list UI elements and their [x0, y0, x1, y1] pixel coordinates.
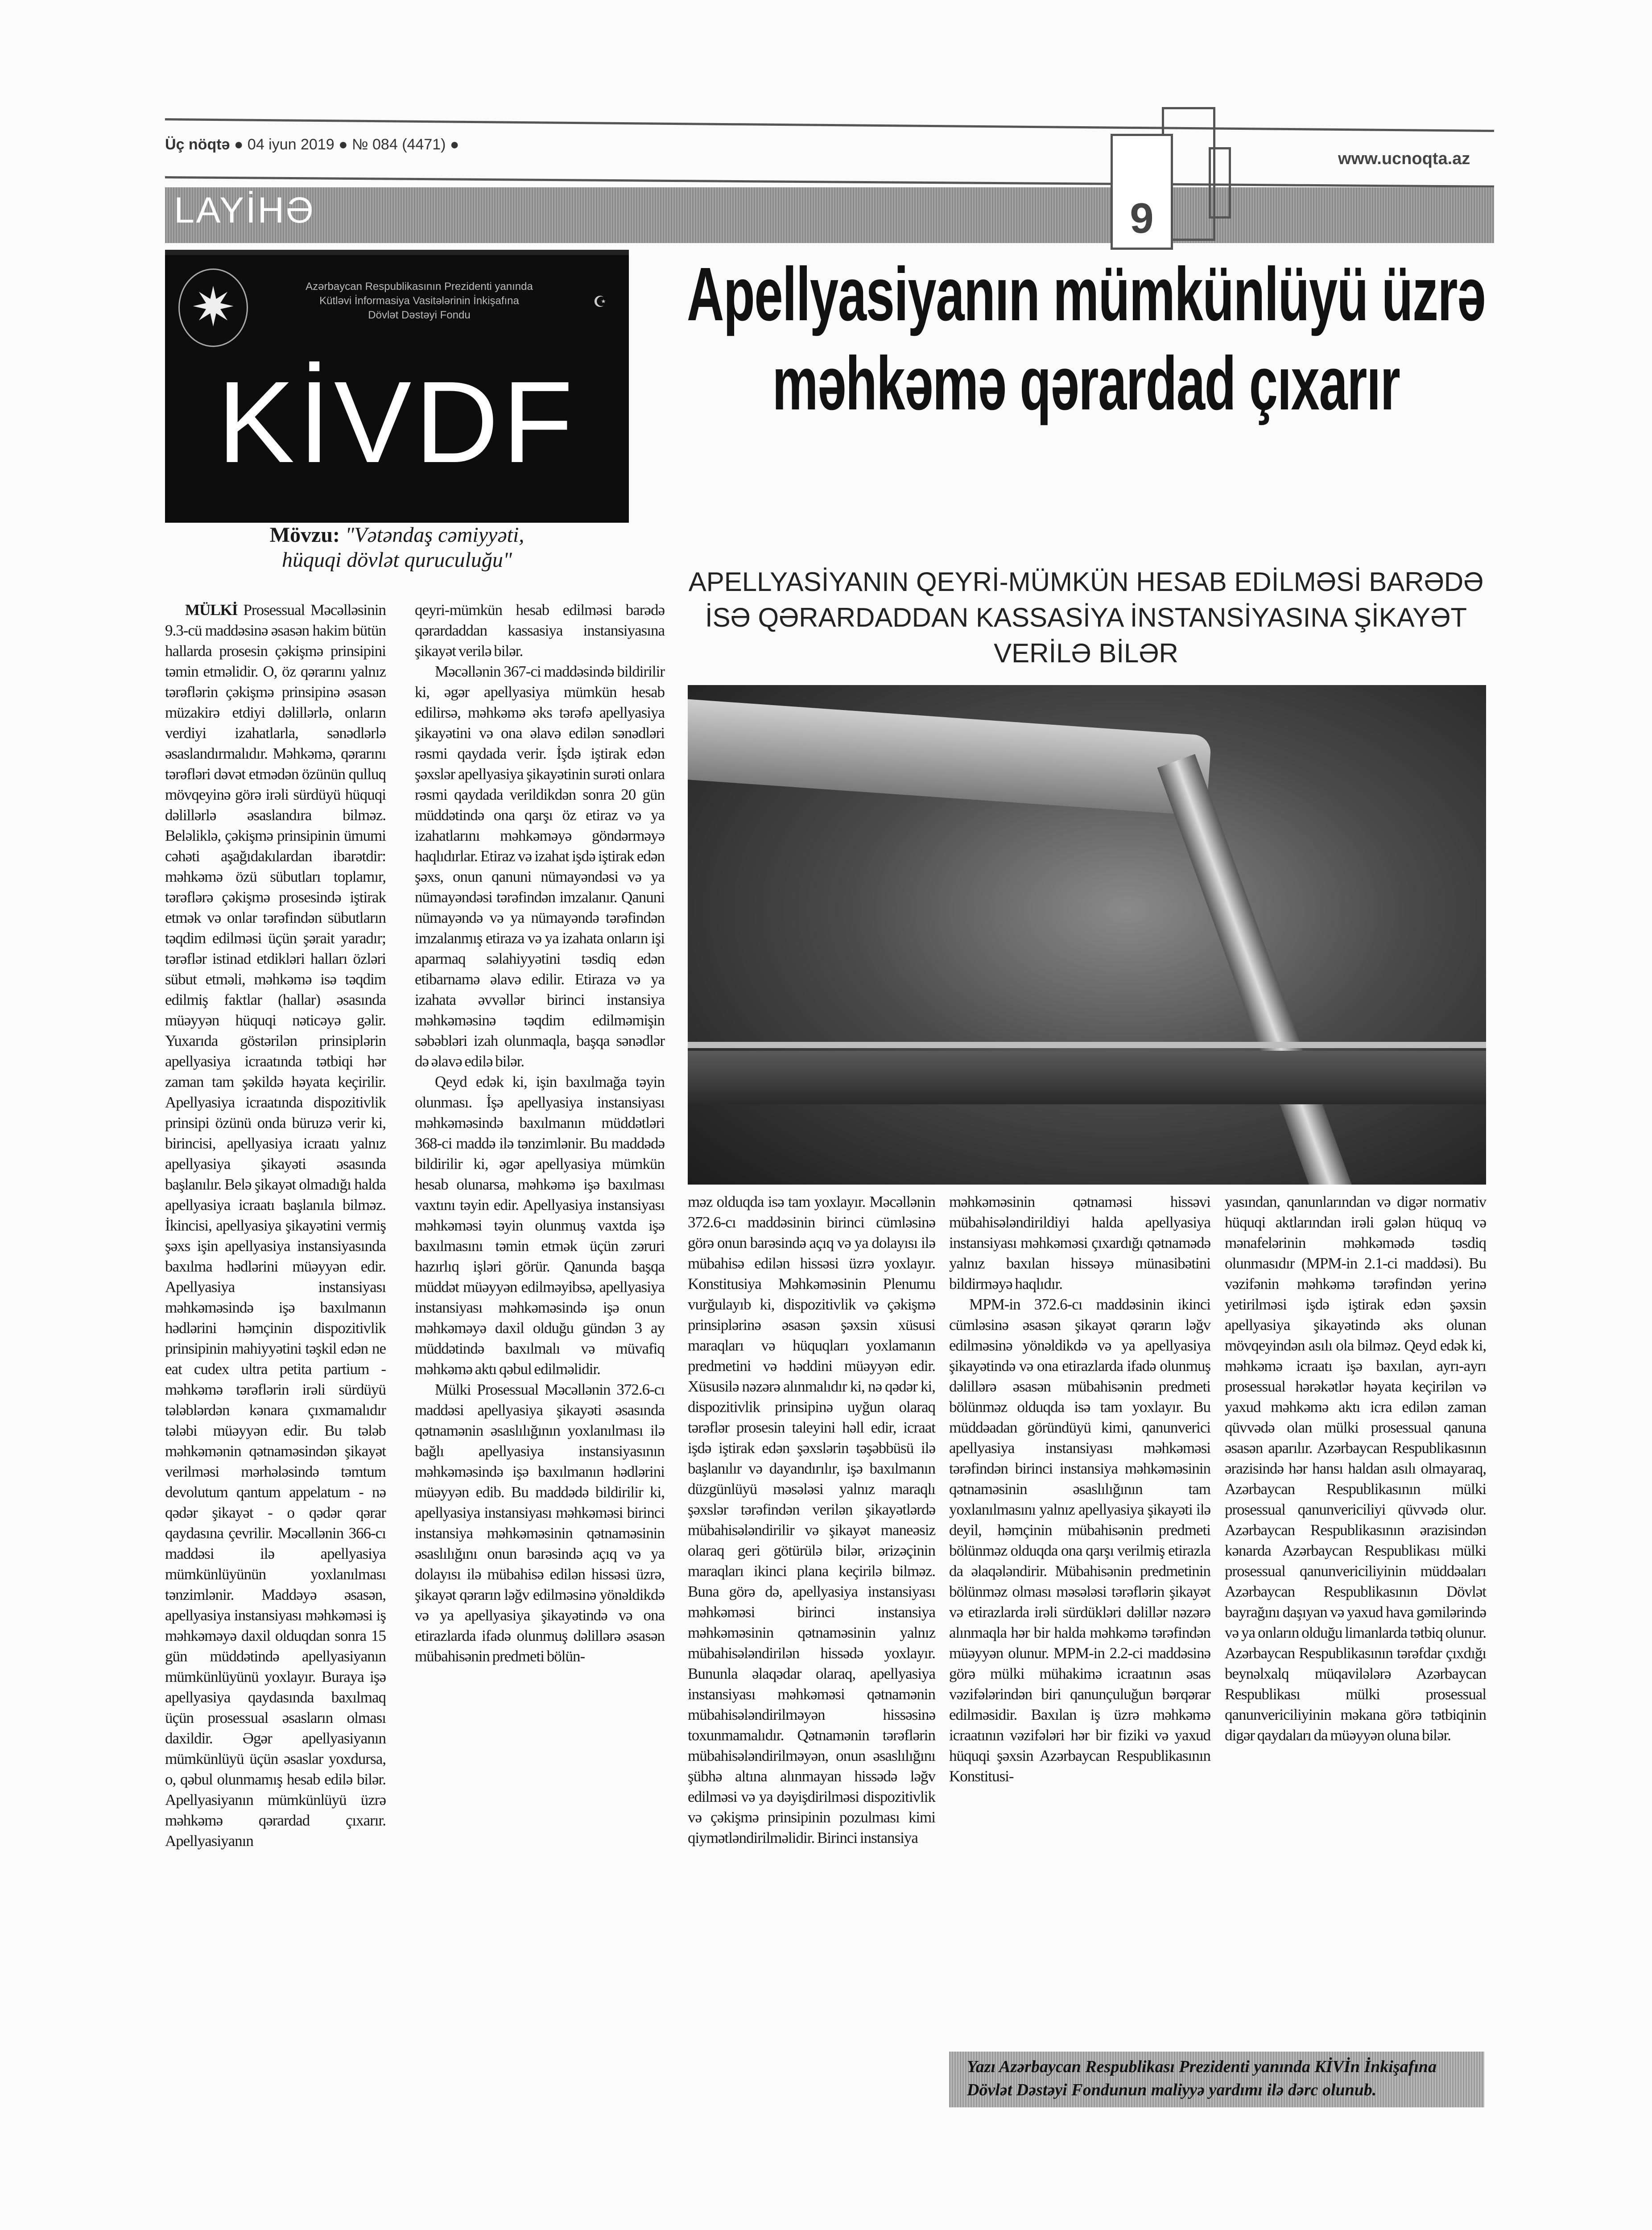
decorative-square [1209, 147, 1231, 219]
gavel-handle-icon [1157, 754, 1393, 1185]
gavel-photo [688, 685, 1486, 1185]
sponsor-logo-text: KİVDF [217, 358, 577, 487]
paragraph: məhkəməsinin qətnaməsi hissəvi mübahisələndirildiyi halda apellyasiya instansiyası məhkəməsi çıxardığı qətnamədə yalnız baxılan hissəyə münasibətini bildirməyə haqlıdır. [949, 1193, 1210, 1293]
article-column-1 [165, 600, 386, 1851]
bullet-icon: ● [339, 136, 348, 153]
paragraph: qeyri-mümkün hesab edilməsi barədə qərardaddan kassasiya instansiyasına şikayət verilə bilər. [415, 601, 665, 660]
website-link[interactable]: www.ucnoqta.az [1338, 149, 1470, 168]
funding-note: Yazı Azərbaycan Respublikası Prezidenti yanında KİVİn İnkişafına Dövlət Dəstəyi Fondunun maliyyə yardımı ilə dərc olunub. [967, 2057, 1437, 2099]
funding-note-box [949, 2052, 1484, 2107]
topic-line-2: hüquqi dövlət quruculuğu" [281, 548, 512, 572]
sound-block-icon [688, 1051, 1486, 1104]
header-top-rule [165, 118, 1494, 132]
paragraph: məz olduqda isə tam yoxlayır. Məcəllənin 372.6-cı maddəsinin birinci cümləsinə görə onun barəsində açıq və ya dolayısı ilə mübahisə edilən hissəsi üzrə yoxlayır. Konstitusiya Məhkəməsinin Plenumu vurğulayıb ki, dispozitivlik və çəkişmə prinsiplərinə əsasən şəxsin xüsusi maraqları və hüquqları yoxlamanın predmetini və həddini müəyyən edir. Xüsusilə nəzərə alınmalıdır ki, nə qədər ki, dispozitivlik prinsipinə uyğun olaraq tərəflər prosesin taleyini həll edir, icraat işdə iştirak edən şəxslərin təşəbbüsü ilə başlanılır və dayandırılır, işə baxılmanın düzgünlüyü məsələsi yalnız maraqlı şəxslər tərəfindən verilən şikayətlərdə mübahisələndirilir və şikayət maneəsiz olaraq geri götürülə bilər, ərizəçinin maraqları ikinci plana keçirilə bilməz. Buna görə də, apellyasiya instansiyası məhkəməsi birinci instansiya məhkəməsinin qətnaməsinin yalnız mübahisələndirilən hissədə yoxlayır. Bununla əlaqədar olaraq, apellyasiya instansiyası məhkəməsi qətnamənin mübahisələndirilməyən hissəsinə toxunmamalıdır. Qətnamənin tərəflərin mübahisələndirilməyən, onun əsaslılığını şübhə altına alınmayan hissədə ləğv edilməsi və ya dəyişdirilməsi dispozitivlik və çəkişmə prinsipinin pozulması kimi qiymətləndirilməlidir. Birinci instansiya [688, 1193, 935, 1846]
page-number: 9 [1130, 194, 1154, 242]
article-column-3 [688, 1192, 935, 1848]
issue-date: 04 iyun 2019 [247, 136, 335, 153]
bullet-icon: ● [450, 136, 459, 153]
sponsor-logo-block [165, 250, 629, 523]
paragraph: yasından, qanunlarından və digər normativ hüquqi aktlarından irəli gələn hüquq və mənafelərinin məhkəmədə təsdiq olunmasıdır (MPM-in 2.1-ci maddəsi). Bu vəzifənin məhkəmə tərəfindən yerinə yetirilməsi işdə iştirak edən şəxsin apellyasiya şikayətində əks olunan mövqeyindən asılı ola bilməz. Qeyd edək ki, məhkəmə icraatı işə baxılan, ayrı-ayrı prosessual hərəkətlər həyata keçirilən və yaxud məhkəmə aktı icra edilən zaman qüvvədə olan mülki prosessual qanuna əsasən aparılır. Azərbaycan Respublikasının ərazisində hər hansı haldan asılı olmayaraq, Azərbaycan Respublikasının mülki prosessual qanunvericiliyi qüvvədə olur. Azərbaycan Respublikasının ərazisindən kənarda Azərbaycan Respublikası mülki prosessual qanunvericiliyinin müddəaları Azərbaycan Respublikasının Dövlət bayrağını daşıyan və yaxud hava gəmilərində və ya onların olduğu limanlarda tətbiq olunur. Azərbaycan Respublikasının tərəfdar çıxdığı beynəlxalq müqavilələrə Azərbaycan Respublikası mülki prosessual qanunvericiliyinin məkana görə tətbiqinin digər qaydaları da müəyyən oluna bilər. [1225, 1193, 1486, 1744]
article-column-5 [1225, 1192, 1486, 1746]
section-band [165, 187, 1494, 243]
section-label: LAYİHƏ [174, 190, 315, 231]
article-column-2 [415, 600, 665, 1667]
article-column-4 [949, 1192, 1210, 1787]
issue-number: № 084 (4471) [352, 136, 446, 153]
crescent-star-icon: ☪ [593, 294, 607, 310]
page-number-box [1111, 134, 1173, 250]
header-bottom-rule [165, 176, 1494, 188]
gavel-head-icon [688, 697, 1212, 816]
masthead-info [165, 136, 459, 153]
org-line: Dövlət Dəstəyi Fondu [368, 309, 471, 321]
article-subheadline: APELLYASİYANIN QEYRİ-MÜMKÜN HESAB EDİLMƏSİ BARƏDƏ İSƏ QƏRARDADDAN KASSASİYA İNSTANSİYASINA ŞİKAYƏT VERİLƏ BİLƏR [688, 567, 1484, 668]
topic-label: Mövzu: [269, 523, 340, 547]
paragraph: MPM-in 372.6-cı maddəsinin ikinci cümləsinə əsasən şikayət qərarın ləğv edilməsinə yönəldikdə və ya apellyasiya şikayətində və ona etirazlarda ifadə olunmuş dəlillərə əsasən mübahisənin predmeti bölünməz olduqda isə tam yoxlayır. Bu müddəadan göründüyü kimi, qanunverici apellyasiya instansiyası məhkəməsi tərəfindən birinci instansiya məhkəməsinin qətnaməsinin əsaslılığının tam yoxlanılmasını yalnız apellyasiya şikayəti ilə deyil, həmçinin mübahisənin predmeti bölünməz olduqda ona qarşı verilmiş etirazla da əlaqələndirir. Mübahisənin predmetinin bölünməz olması məsələsi tərəflərin şikayət və etirazlarda irəli sürdükləri dəlillər nəzərə alınmaqla hər bir halda məhkəmə tərəfindən müəyyən olunur. MPM-in 2.2-ci maddəsinə görə mülki mühakimə icraatının əsas vəzifələrindən biri qanunçuluğun bərqərar edilməsidir. Baxılan iş üzrə məhkəmə icraatının vəzifələri hər bir fiziki və yaxud hüquqi şəxsin Azərbaycan Respublikasının Konstitusi- [949, 1296, 1210, 1785]
paragraph: Məcəllənin 367-ci maddəsində bildirilir ki, əgər apellyasiya mümkün hesab edilirsə, məhkəmə əks tərəfə apellyasiya şikayətini və ona əlavə edilən sənədləri rəsmi qaydada verir. İşdə iştirak edən şəxslər apellyasiya şikayətinin surəti onlara rəsmi qaydada verildikdən sonra 20 gün müddətində ona qarşı öz etiraz və ya izahatlarını məhkəməyə göndərməyə haqlıdırlar. Etiraz və izahat işdə iştirak edən şəxs, onun qanuni nümayəndəsi və ya nümayəndəsi tərəfindən imzalanır. Qanuni nümayəndə və ya nümayəndə tərəfindən imzalanmış etiraza və ya izahata onların işi aparmaq səlahiyyətini təsdiq edən etibarnamə əlavə edilir. Etiraza və ya izahata əvvəllər birinci instansiya məhkəməsinə təqdim edilməmişin səbəbləri izah olunmaqla, başqa sənədlər də əlavə edilə bilər. [415, 663, 665, 1070]
paragraph: Prosessual Məcəlləsinin 9.3-cü maddəsinə əsasən hakim bütün hallarda prosesin çəkişmə prinsipini təmin etməlidir. O, öz qərarını yalnız tərəflərin çəkişmə prinsipinə əsasən müzakirə etdiyi dəlillərlə, onların verdiyi izahatlarla, sənədlərlə əsaslandırmalıdır. Məhkəmə, qərarını tərəfləri dəvət etmədən özünün qulluq mövqeyinə görə irəli sürdüyü hüquqi dəlillərlə əsaslandıra bilməz. Beləliklə, çəkişmə prinsipinin ümumi cəhəti aşağıdakılardan ibarətdir: məhkəmə özü sübutları toplamır, tərəflərə çəkişmə prosesində iştirak etmək və onlar tərəfindən sübutların təqdim edilməsi üçün şərait yaradır; tərəflər istinad etdikləri halları özləri sübut etməli, məhkəmə isə təqdim edilmiş faktlar (hallar) əsasında müəyyən hüquqi nəticəyə gəlir. Yuxarıda göstərilən prinsiplərin apellyasiya icraatında tətbiqi hər zaman tam şəkildə həyata keçirilir. Apellyasiya icraatında dispozitivlik prinsipi özünü onda büruzə verir ki, birincisi, apellyasiya icraatı yalnız apellyasiya şikayəti əsasında başlanılır. Belə şikayət olmadığı halda apellyasiya icraatı başlanıla bilməz. İkincisi, apellyasiya şikayətini vermiş şəxs işin apellyasiya instansiyasında baxılma hədlərini müəyyən edir. Apellyasiya instansiyası məhkəməsində işə baxılmanın hədlərini həmçinin dispozitivlik prinsipinin mahiyyətini təşkil edən ne eat cudex ultra petita partium - məhkəmə tərəflərin irəli sürdüyü tələblərdən kənara çıxmamalıdır tələbi müəyyən edir. Bu tələb məhkəmənin qətnaməsindən şikayət verilməsi mərhələsində təmtum devolutum qantum appelatum - nə qədər şikayət - o qədər qərar qaydasına çevrilir. Məcəllənin 366-cı maddəsi ilə apellyasiya mümkünlüyünün yoxlanılması tənzimlənir. Maddəyə əsasən, apellyasiya instansiyası məhkəməsi iş məhkəməyə daxil olduqdan sonra 15 gün müddətində apellyasiyanın mümkünlüyünü yoxlayır. Buraya işə apellyasiya qaydasında baxılmaq üçün prosessual əsasların olması daxildir. Əgər apellyasiyanın mümkünlüyü üçün əsaslar yoxdursa, o, qəbul olunmamış hesab edilə bilər. Apellyasiyanın mümkünlüyü üzrə məhkəmə qərardad çıxarır. Apellyasiyanın [165, 601, 386, 1850]
article-headline: Apellyasiyanın mümkünlüyü üzrə məhkəmə qərardad çıxarır [686, 252, 1485, 426]
state-emblem-icon: ✷ [178, 268, 248, 347]
org-line: Kütləvi İnformasiya Vasitələrinin İnkişafına [319, 295, 519, 307]
bullet-icon: ● [234, 136, 244, 153]
table-edge [688, 1042, 1486, 1048]
lead-word: MÜLKİ [185, 601, 238, 619]
topic-caption [165, 523, 629, 573]
paragraph: Qeyd edək ki, işin baxılmağa təyin olunması. İşə apellyasiya instansiyası məhkəməsində baxılmanın müddətləri 368-ci maddə ilə tənzimlənir. Bu maddədə bildirilir ki, əgər apellyasiya mümkün hesab olunarsa, məhkəmə işə baxılması vaxtını təyin edir. Apellyasiya instansiyası məhkəməsi təyin olunmuş vaxtda işə baxılmasını təmin etmək üçün zəruri hazırlıq işləri görür. Qanunda başqa müddət müəyyən edilməyibsə, apellyasiya instansiyası məhkəməsində işə onun məhkəməyə daxil olduğu gündən 3 ay müddətində baxılmalı və müvafiq məhkəmə aktı qəbul edilməlidir. [415, 1073, 665, 1378]
org-line: Azərbaycan Respublikasının Prezidenti yanında [306, 281, 533, 293]
paragraph: Mülki Prosessual Məcəllənin 372.6-cı maddəsi apellyasiya şikayəti əsasında qətnamənin əsaslılığının yoxlanılması ilə bağlı apellyasiya instansiyasının məhkəməsində işə baxılmanın hədlərini müəyyən edib. Bu maddədə bildirilir ki, apellyasiya instansiyası məhkəməsi birinci instansiya məhkəməsinin qətnaməsinin əsaslılığını onun barəsində açıq və ya dolayısı ilə mübahisə edilən hissəsi üzrə, şikayət qərarın ləğv edilməsinə yönəldikdə və ya apellyasiya şikayətində və ona etirazlarda ifadə olunmuş dəlillərə əsasən mübahisənin predmeti bölün- [415, 1381, 665, 1665]
topic-line-1: "Vətəndaş cəmiyyəti, [345, 523, 525, 547]
paper-name: Üç nöqtə [165, 136, 230, 153]
sponsor-org-name [263, 280, 575, 322]
